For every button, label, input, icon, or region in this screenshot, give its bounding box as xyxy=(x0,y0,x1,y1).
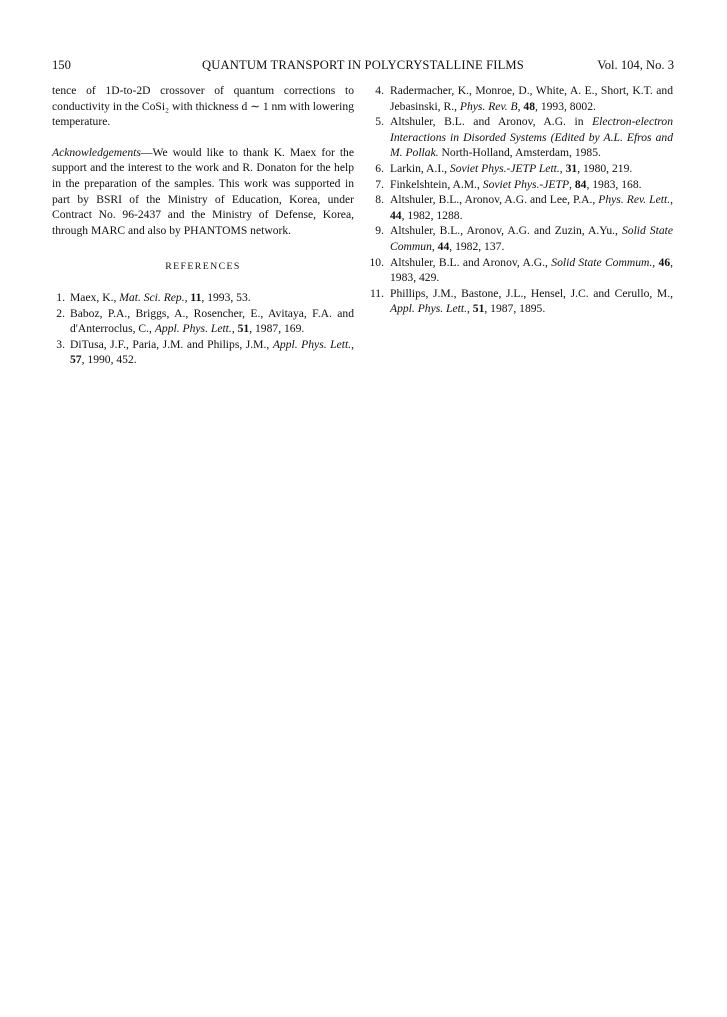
references-list-right xyxy=(369,83,674,317)
reference-item: 6. Larkin, A.I., Soviet Phys.-JETP Lett., 31, 1980, 219. xyxy=(375,161,633,175)
reference-item: 9. Altshuler, B.L., Aronov, A.G. and Zuzin, A.Yu., Solid State Commun, 44, 1982, 137. xyxy=(375,224,673,253)
reference-item: 1. Maex, K., Mat. Sci. Rep., 11, 1993, 53. xyxy=(56,290,251,304)
reference-item: 7. Finkelshtein, A.M., Soviet Phys.-JETP, 84, 1983, 168. xyxy=(375,177,642,191)
reference-item: 3. DiTusa, J.F., Paria, J.M. and Philips, J.M., Appl. Phys. Lett., 57, 1990, 452. xyxy=(56,337,354,367)
reference-item: 11. Phillips, J.M., Bastone, J.L., Hensel, J.C. and Cerullo, M., Appl. Phys. Lett., 51, 1987, 1895. xyxy=(369,286,673,316)
reference-item: 2. Baboz, P.A., Briggs, A., Rosencher, E., Avitaya, F.A. and d'Anterroclus, C., Appl. Phys. Lett., 51, 1987, 169. xyxy=(56,306,354,336)
acknowledgements-heading: Acknowledgements xyxy=(52,145,141,159)
continuation-paragraph: tence of 1D-to-2D crossover of quantum corrections to conductivity in the CoSi₂ with thickness d ∼ 1 nm with lowering temperature. xyxy=(52,84,354,129)
page-number: 150 xyxy=(52,58,71,72)
acknowledgements-paragraph xyxy=(52,145,354,239)
references-list-left xyxy=(52,290,354,368)
right-column xyxy=(369,83,674,317)
running-header xyxy=(52,56,674,74)
reference-item: 10. Altshuler, B.L. and Aronov, A.G., Solid State Commum., 46, 1983, 429. xyxy=(369,255,674,285)
reference-item: 5. Altshuler, B.L. and Aronov, A.G. in Electron-electron Interactions in Disorded Systems (Edited by A.L. Efros and M. Pollak. North-Holland, Amsterdam, 1985. xyxy=(375,115,673,160)
left-column xyxy=(52,83,354,368)
volume-info: Vol. 104, No. 3 xyxy=(597,58,674,72)
references-heading: REFERENCES xyxy=(165,261,241,273)
reference-item: 8. Altshuler, B.L., Aronov, A.G. and Lee, P.A., Phys. Rev. Lett., 44, 1982, 1288. xyxy=(375,193,674,222)
reference-item: 4. Radermacher, K., Monroe, D., White, A. E., Short, K.T. and Jebasinski, R., Phys. Rev. B, 48, 1993, 8002. xyxy=(375,84,673,113)
running-title: QUANTUM TRANSPORT IN POLYCRYSTALLINE FILMS xyxy=(202,58,524,72)
acknowledgements-text: —We would like to thank K. Maex for the support and the interest to the work and R. Donaton for the help in the preparation of the samples. This work was supported in part by BSRI of the Ministry of Education, Korea, under Contract No. 96-2437 and the Ministry of Defense, Korea, through MARC and also by PHANTOMS network. xyxy=(52,145,354,237)
